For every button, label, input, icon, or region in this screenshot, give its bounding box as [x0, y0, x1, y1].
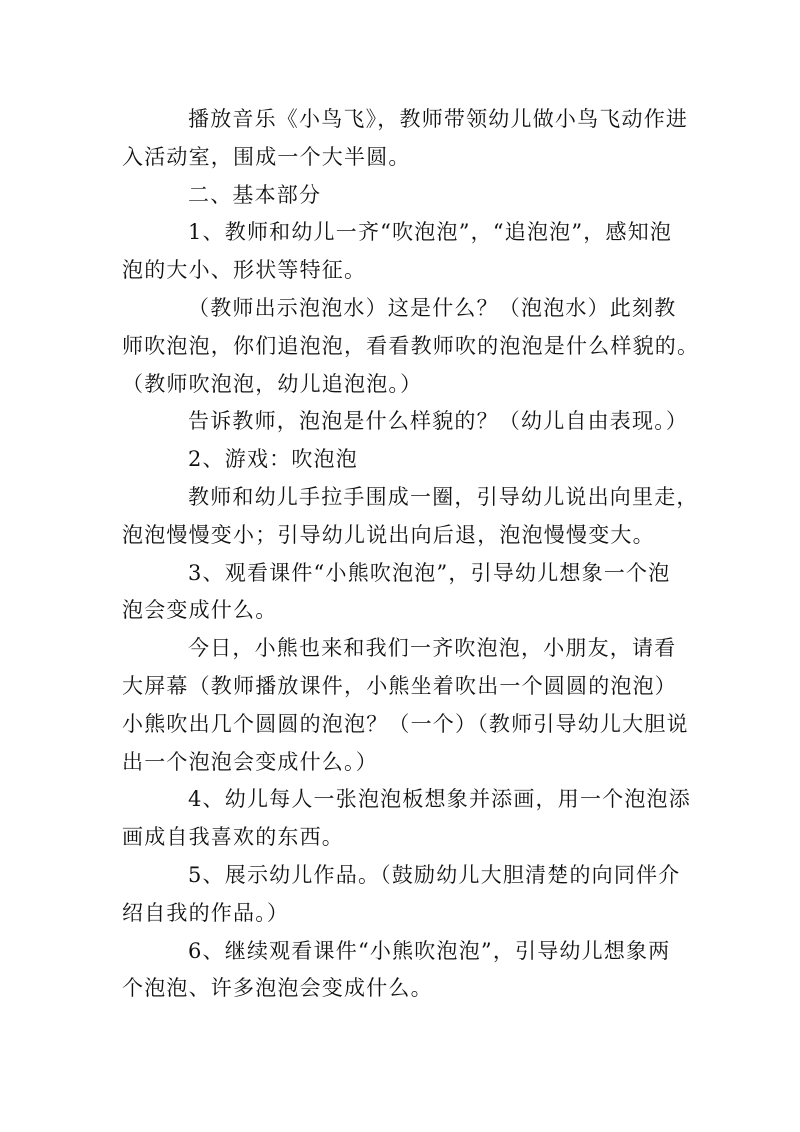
text-line: 教师和幼儿手拉手围成一圈，引导幼儿说出向里走，	[188, 485, 699, 509]
text-line: 师吹泡泡，你们追泡泡，看看教师吹的泡泡是什么样貌的。	[122, 333, 700, 358]
text-line: 小熊吹出几个圆圆的泡泡？（一个）（教师引导幼儿大胆说	[122, 711, 689, 736]
text-line: 告诉教师，泡泡是什么样貌的？（幼儿自由表现。）	[188, 409, 689, 434]
text-line: 二、基本部分	[188, 182, 322, 207]
text-line: 大屏幕（教师播放课件，小熊坐着吹出一个圆圆的泡泡）	[122, 674, 677, 698]
text-line: 绍自我的作品。）	[122, 900, 290, 925]
text-line: 画成自我喜欢的东西。	[122, 825, 344, 850]
text-line: （教师吹泡泡，幼儿追泡泡。）	[122, 371, 423, 396]
text-line: 6、继续观看课件“小熊吹泡泡”，引导幼儿想象两	[188, 938, 671, 963]
text-line: 1、教师和幼儿一齐“吹泡泡”，“追泡泡”，感知泡	[188, 220, 673, 245]
text-line: （教师出示泡泡水）这是什么？（泡泡水）此刻教	[188, 296, 677, 320]
text-line: 个泡泡、许多泡泡会变成什么。	[122, 976, 433, 1001]
text-line: 出一个泡泡会变成什么。）	[122, 749, 378, 774]
text-line: 今日，小熊也来和我们一齐吹泡泡，小朋友，请看	[188, 636, 677, 661]
text-line: 4、幼儿每人一张泡泡板想象并添画，用一个泡泡添	[188, 787, 691, 812]
text-line: 入活动室，围成一个大半圆。	[122, 144, 411, 169]
text-line: 3、观看课件“小熊吹泡泡”，引导幼儿想象一个泡	[188, 560, 671, 585]
text-line: 泡的大小、形状等特征。	[122, 258, 367, 283]
text-line: 5、展示幼儿作品。（鼓励幼儿大胆清楚的向同伴介	[188, 863, 681, 887]
text-line: 播放音乐《小鸟飞》，教师带领幼儿做小鸟飞动作进	[188, 107, 689, 131]
text-line: 2、游戏：吹泡泡	[188, 447, 358, 472]
text-line: 泡会变成什么。	[122, 598, 278, 623]
text-line: 泡泡慢慢变小；引导幼儿说出向后退，泡泡慢慢变大。	[122, 522, 655, 547]
